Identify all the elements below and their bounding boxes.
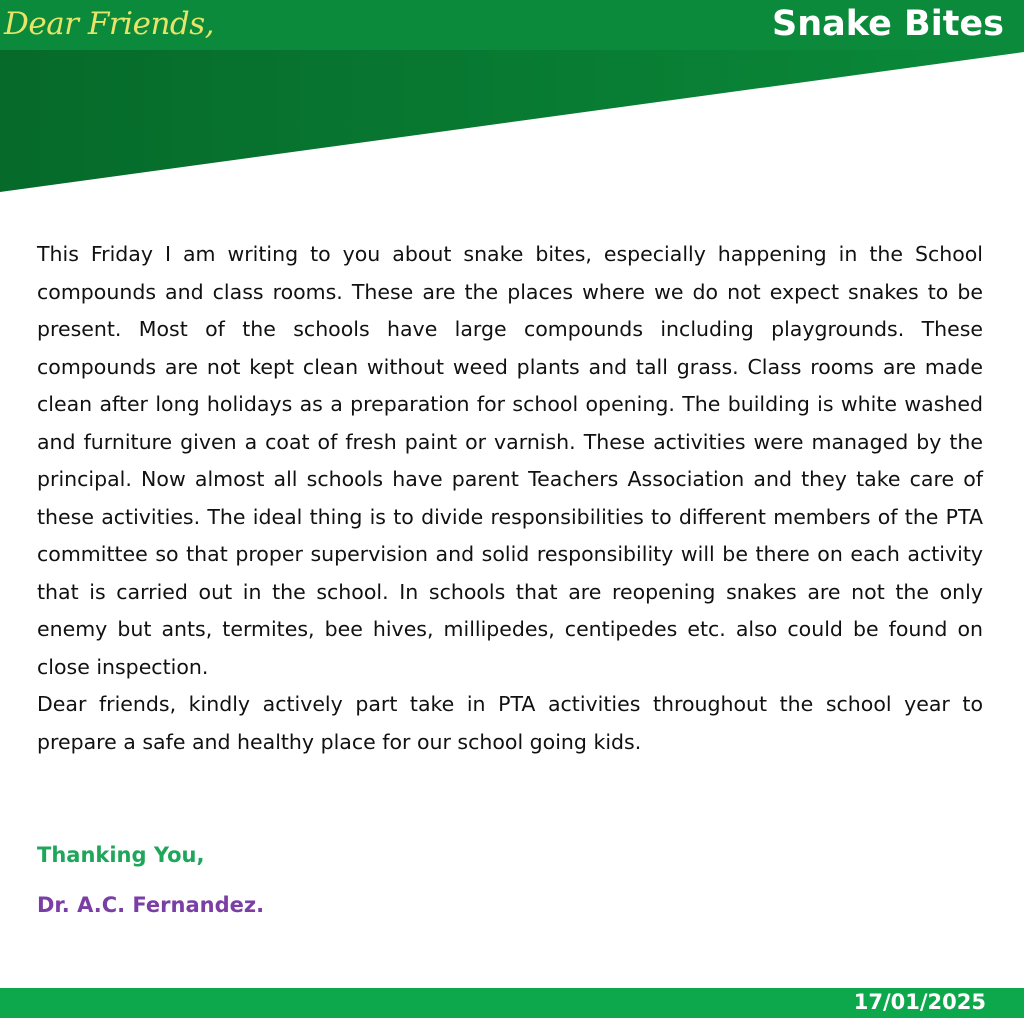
brand-logo-text: Dear Friends, [4,6,215,42]
letter-paragraph: This Friday I am writing to you about snake bites, especially happening in the School compounds and class rooms. These are the places where we do not expect snakes to be present. Most of the schools have large compounds including playgrounds. These compounds are not kept clean without weed plants and tall grass. Class rooms are made clean after long holidays as a preparation for school opening. The building is white washed and furniture given a coat of fresh paint or varnish. These activities were managed by the principal. Now almost all schools have parent Teachers Association and they take care of these activities. The ideal thing is to divide responsibilities to different members of the PTA committee so that proper supervision and solid responsibility will be there on each activity that is carried out in the school. In schools that are reopening snakes are not the only enemy but ants, termites, bee hives, millipedes, centipedes etc. also could be found on close inspection. [37,242,983,679]
letter-body [37,236,983,761]
header-wedge-shape [0,50,1024,192]
letter-paragraph: Dear friends, kindly actively part take in PTA activities throughout the school year to prepare a safe and healthy place for our school going kids. [37,692,983,754]
footer-date: 17/01/2025 [853,990,986,1014]
header-wedge [0,50,1024,192]
signature: Dr. A.C. Fernandez. [37,893,265,917]
closing-greeting: Thanking You, [37,843,205,867]
page-title: Snake Bites [772,4,1004,44]
footer-band [0,988,1024,1018]
